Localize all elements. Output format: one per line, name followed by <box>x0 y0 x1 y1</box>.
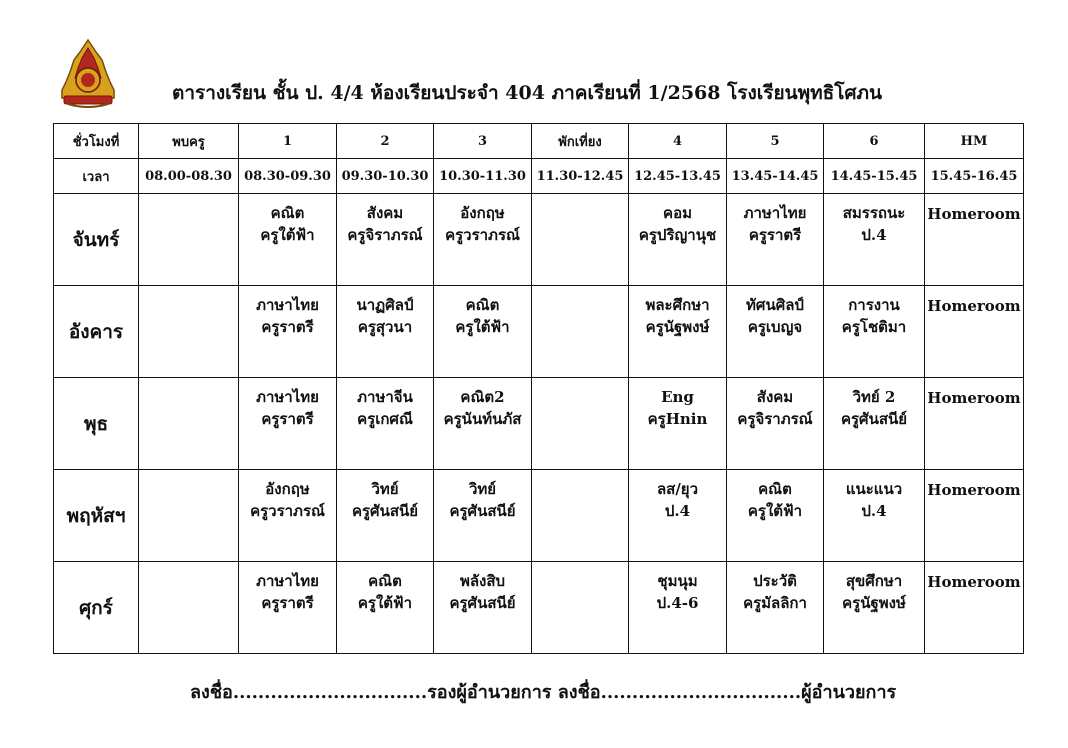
subject: แนะแนว <box>845 480 903 498</box>
lunch-cell <box>532 470 629 562</box>
header-cell-period-5: 5 <box>727 124 824 159</box>
meet-teacher-cell <box>139 286 239 378</box>
time-row <box>54 159 1024 194</box>
class-cell <box>824 562 925 654</box>
day-row-monday <box>54 194 1024 286</box>
class-cell <box>629 194 727 286</box>
class-cell <box>727 194 824 286</box>
subject: คณิต <box>270 204 305 222</box>
day-row-friday <box>54 562 1024 654</box>
homeroom-label: Homeroom <box>927 481 1021 499</box>
teacher: ครูราตรี <box>261 318 314 336</box>
header-cell-hm: HM <box>925 124 1024 159</box>
day-name: ศุกร์ <box>54 562 139 654</box>
teacher: ครูใต้ฟ้า <box>357 594 413 612</box>
class-cell <box>337 562 434 654</box>
page-title: ตารางเรียน ชั้น ป. 4/4 ห้องเรียนประจำ 404 ภาคเรียนที่ 1/2568 โรงเรียนพุทธิโศภน <box>172 82 883 104</box>
subject: ประวัติ <box>753 572 797 590</box>
homeroom-cell <box>925 378 1024 470</box>
teacher: ครูใต้ฟ้า <box>455 318 510 336</box>
teacher: ครูศันสนีย์ <box>449 594 516 612</box>
time-cell: 08.30-09.30 <box>239 159 337 194</box>
class-cell <box>434 378 532 470</box>
teacher: ครูปริญานุช <box>638 226 717 244</box>
class-cell <box>434 194 532 286</box>
homeroom-label: Homeroom <box>927 389 1021 407</box>
teacher: ครูวราภรณ์ <box>250 502 325 520</box>
header-cell-period-4: 4 <box>629 124 727 159</box>
meet-teacher-cell <box>139 470 239 562</box>
subject: สุขศึกษา <box>845 572 903 590</box>
teacher: ครูใต้ฟ้า <box>747 502 803 520</box>
header-cell-lunch: พักเที่ยง <box>532 124 629 159</box>
teacher: ครูวราภรณ์ <box>445 226 520 244</box>
class-cell <box>727 470 824 562</box>
subject: คอม <box>663 204 692 222</box>
day-name: จันทร์ <box>54 194 139 286</box>
subject: การงาน <box>848 296 900 314</box>
time-cell: 09.30-10.30 <box>337 159 434 194</box>
time-cell: 12.45-13.45 <box>629 159 727 194</box>
teacher: ครูจิราภรณ์ <box>737 410 813 428</box>
header-cell-period-6: 6 <box>824 124 925 159</box>
teacher: ครูศันสนีย์ <box>449 502 516 520</box>
lunch-cell <box>532 286 629 378</box>
homeroom-label: Homeroom <box>927 573 1021 591</box>
subject: สังคม <box>366 204 404 222</box>
class-cell <box>239 378 337 470</box>
class-cell <box>629 562 727 654</box>
class-cell <box>239 194 337 286</box>
day-row-wednesday <box>54 378 1024 470</box>
meet-teacher-cell <box>139 378 239 470</box>
class-cell <box>337 470 434 562</box>
teacher: ครูนัฐพงษ์ <box>645 318 710 336</box>
time-cell: 11.30-12.45 <box>532 159 629 194</box>
meet-teacher-cell <box>139 562 239 654</box>
class-cell <box>337 286 434 378</box>
teacher: ครูราตรี <box>261 594 314 612</box>
day-name: พฤหัสฯ <box>54 470 139 562</box>
homeroom-cell <box>925 562 1024 654</box>
time-cell-label: เวลา <box>54 159 139 194</box>
class-cell <box>727 286 824 378</box>
subject: ภาษาไทย <box>743 204 807 222</box>
class-cell <box>629 470 727 562</box>
time-cell: 14.45-15.45 <box>824 159 925 194</box>
subject: คณิต <box>758 480 792 498</box>
subject: วิทย์ <box>468 480 497 498</box>
meet-teacher-cell <box>139 194 239 286</box>
class-cell <box>434 470 532 562</box>
lunch-cell <box>532 194 629 286</box>
class-cell <box>239 286 337 378</box>
teacher: ครูHnin <box>647 410 708 428</box>
teacher: ครูราตรี <box>261 410 314 428</box>
teacher: ป.4 <box>664 502 691 520</box>
header-cell-meet-teacher: พบครู <box>139 124 239 159</box>
class-cell <box>824 470 925 562</box>
lunch-cell <box>532 378 629 470</box>
class-cell <box>727 378 824 470</box>
teacher: ป.4-6 <box>656 594 699 612</box>
homeroom-label: Homeroom <box>927 297 1021 315</box>
homeroom-label: Homeroom <box>927 205 1021 223</box>
subject: Eng <box>661 388 694 406</box>
subject: พลังสิบ <box>459 572 506 590</box>
day-name: พุธ <box>54 378 139 470</box>
subject: วิทย์ 2 <box>852 388 896 406</box>
time-cell: 10.30-11.30 <box>434 159 532 194</box>
class-cell <box>824 194 925 286</box>
subject: อังกฤษ <box>265 480 310 498</box>
class-cell <box>434 286 532 378</box>
subject: ลส/ยุว <box>656 480 699 498</box>
subject: คณิต <box>368 572 402 590</box>
teacher: ครูจิราภรณ์ <box>347 226 423 244</box>
class-cell <box>337 378 434 470</box>
class-cell <box>824 378 925 470</box>
subject: คณิต <box>465 296 500 314</box>
subject: ทัศนศิลป์ <box>746 296 804 314</box>
teacher: ป.4 <box>861 226 887 244</box>
subject: นาฏศิลป์ <box>356 296 414 314</box>
school-emblem-icon <box>58 38 118 110</box>
header-cell-period-1: 1 <box>239 124 337 159</box>
header-row <box>54 124 1024 159</box>
subject: ภาษาไทย <box>256 388 319 406</box>
schedule-table <box>53 123 1024 654</box>
class-cell <box>629 378 727 470</box>
subject: พละศึกษา <box>645 296 710 314</box>
teacher: ครูสุวนา <box>357 318 413 336</box>
teacher: ครูนัฐพงษ์ <box>842 594 906 612</box>
teacher: ครูนันท์นภัส <box>443 410 522 428</box>
teacher: ครูราตรี <box>748 226 802 244</box>
class-cell <box>239 562 337 654</box>
subject: ชุมนุม <box>657 572 698 590</box>
day-row-thursday <box>54 470 1024 562</box>
subject: คณิต2 <box>460 388 505 406</box>
class-cell <box>629 286 727 378</box>
day-name: อังคาร <box>54 286 139 378</box>
time-cell: 08.00-08.30 <box>139 159 239 194</box>
homeroom-cell <box>925 286 1024 378</box>
class-cell <box>337 194 434 286</box>
teacher: ครูเบญจ <box>747 318 803 336</box>
class-cell <box>239 470 337 562</box>
teacher: ครูใต้ฟ้า <box>260 226 315 244</box>
lunch-cell <box>532 562 629 654</box>
header-cell-period-label: ชั่วโมงที่ <box>54 124 139 159</box>
header-cell-period-3: 3 <box>434 124 532 159</box>
subject: วิทย์ <box>371 480 399 498</box>
homeroom-cell <box>925 470 1024 562</box>
signature-line: ลงชื่อ...............................รองผู้อำนวยการ ลงชื่อ................................ผู้อำนวยการ <box>190 682 897 703</box>
teacher: ครูศันสนีย์ <box>840 410 908 428</box>
subject: ภาษาไทย <box>256 296 319 314</box>
homeroom-cell <box>925 194 1024 286</box>
subject: ภาษาไทย <box>256 572 319 590</box>
class-cell <box>824 286 925 378</box>
subject: สมรรถนะ <box>842 204 906 222</box>
header-cell-period-2: 2 <box>337 124 434 159</box>
subject: ภาษาจีน <box>357 388 413 406</box>
teacher: ครูโชติมา <box>841 318 907 336</box>
teacher: ป.4 <box>861 502 887 520</box>
teacher: ครูมัลลิกา <box>743 594 807 612</box>
time-cell: 13.45-14.45 <box>727 159 824 194</box>
teacher: ครูศันสนีย์ <box>351 502 419 520</box>
class-cell <box>727 562 824 654</box>
class-cell <box>434 562 532 654</box>
subject: สังคม <box>756 388 794 406</box>
day-row-tuesday <box>54 286 1024 378</box>
teacher: ครูเกศณี <box>357 410 413 428</box>
time-cell: 15.45-16.45 <box>925 159 1024 194</box>
subject: อังกฤษ <box>460 204 505 222</box>
